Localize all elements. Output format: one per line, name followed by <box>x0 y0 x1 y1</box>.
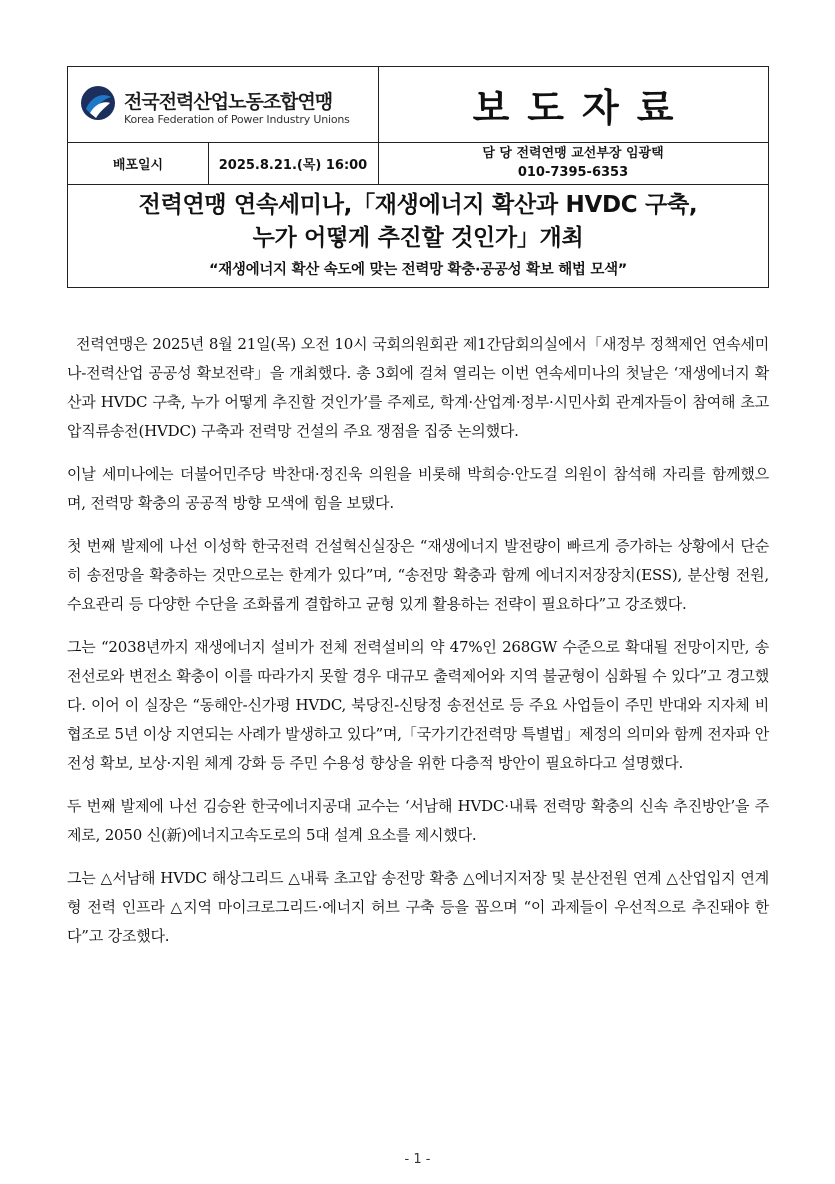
contact-info <box>378 142 768 184</box>
doc-type-title: 보도자료 <box>472 86 692 130</box>
headline-block <box>68 184 768 287</box>
headline <box>68 189 768 255</box>
contact-person: 담 당 전력연맹 교선부장 임광택 <box>482 146 664 161</box>
paragraph: 그는 △서남해 HVDC 해상그리드 △내륙 초고압 송전망 확충 △에너지저장 및 분산전원 연계 △산업입지 연계형 전력 인프라 △지역 마이크로그리드·에너지 허브 구축 등을 꼽으며 “이 과제들이 우선적으로 추진돼야 한다”고 강조했다. <box>67 869 769 945</box>
doc-type-cell <box>378 67 768 142</box>
release-date-label: 배포일시 <box>68 142 209 184</box>
subheadline: “재생에너지 확산 속도에 맞는 전력망 확충·공공성 확보 해법 모색” <box>208 262 628 278</box>
federation-logo-icon <box>80 85 116 121</box>
article-body <box>67 330 769 965</box>
paragraph: 전력연맹은 2025년 8월 21일(목) 오전 10시 국회의원회관 제1간담회의실에서「새정부 정책제언 연속세미나-전력산업 공공성 확보전략」을 개최했다. 총 3회에 걸쳐 열리는 이번 연속세미나의 첫날은 ‘재생에너지 확산과 HVDC 구축, 누가 어떻게 추진할 것인가’를 주제로, 학계·산업계·정부·시민사회 관계자들이 참여해 초고압직류송전(HVDC) 구축과 전력망 건설의 주요 쟁점을 집중 논의했다. <box>67 335 769 440</box>
header-top-row <box>68 67 768 143</box>
paragraph: 첫 번째 발제에 나선 이성학 한국전력 건설혁신실장은 “재생에너지 발전량이 빠르게 증가하는 상황에서 단순히 송전망을 확충하는 것만으로는 한계가 있다”며, “송전망 확충과 함께 에너지저장장치(ESS), 분산형 전원, 수요관리 등 다양한 수단을 조화롭게 결합하고 균형 있게 활용하는 전략이 필요하다”고 강조했다. <box>67 537 769 613</box>
release-date-value: 2025.8.21.(목) 16:00 <box>208 142 379 184</box>
paragraph: 이날 세미나에는 더불어민주당 박찬대·정진욱 의원을 비롯해 박희승·안도걸 의원이 참석해 자리를 함께했으며, 전력망 확충의 공공적 방향 모색에 힘을 보탰다. <box>67 465 769 512</box>
contact-phone: 010-7395-6353 <box>517 165 629 180</box>
paragraph: 두 번째 발제에 나선 김승완 한국에너지공대 교수는 ‘서남해 HVDC·내륙 전력망 확충의 신속 추진방안’을 주제로, 2050 신(新)에너지고속도로의 5대 설계 요소를 제시했다. <box>67 797 769 844</box>
header-info-row <box>68 142 768 185</box>
headline-line-1: 전력연맹 연속세미나,「재생에너지 확산과 HVDC 구축, <box>138 192 698 218</box>
org-name-korean: 전국전력산업노동조합연맹 <box>124 91 333 113</box>
paragraph: 그는 “2038년까지 재생에너지 설비가 전체 전력설비의 약 47%인 268GW 수준으로 확대될 전망이지만, 송전선로와 변전소 확충이 이를 따라가지 못할 경우 대규모 출력제어와 지역 불균형이 심화될 수 있다”고 경고했다. 이어 이 실장은 “동해안-신가평 HVDC, 북당진-신탕정 송전선로 등 주요 사업들이 주민 반대와 지자체 비협조로 5년 이상 지연되는 사례가 발생하고 있다”며,「국가기간전력망 특별법」제정의 의미와 함께 전자파 안전성 확보, 보상·지원 체계 강화 등 주민 수용성 향상을 위한 다층적 방안이 필요하다고 설명했다. <box>67 638 769 772</box>
org-name-english: Korea Federation of Power Industry Unions <box>124 113 350 126</box>
page-number: - 1 - <box>404 1152 431 1167</box>
press-release-header <box>67 66 769 288</box>
org-logo-block <box>68 67 379 142</box>
headline-line-2: 누가 어떻게 추진할 것인가」개최 <box>252 225 584 251</box>
